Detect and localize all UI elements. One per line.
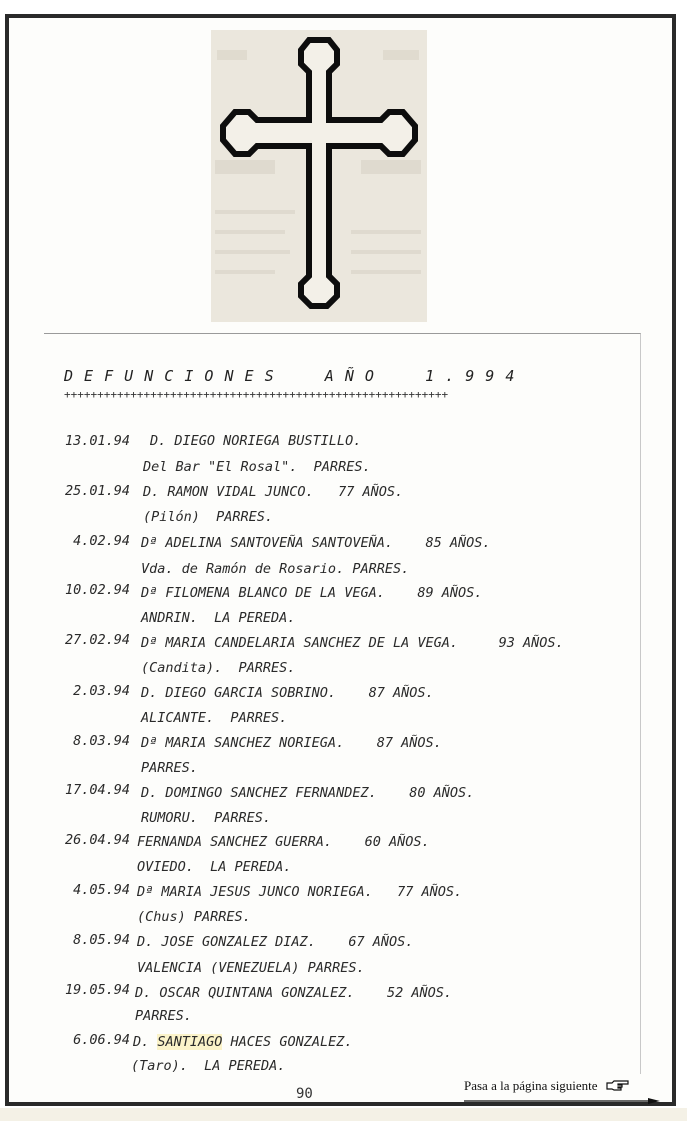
entry-name: FERNANDA SANCHEZ GUERRA. 60 AÑOS. — [137, 834, 430, 850]
entry-detail: Del Bar "El Rosal". PARRES. — [143, 459, 371, 475]
entry-detail: (Taro). LA PEREDA. — [131, 1058, 286, 1074]
entry-detail: ANDRIN. LA PEREDA. — [141, 610, 296, 626]
entry-name: D. JOSE GONZALEZ DIAZ. 67 AÑOS. — [137, 934, 414, 950]
entry-name: D. DIEGO GARCIA SOBRINO. 87 AÑOS. — [141, 685, 434, 701]
entry-date: 26.04.94 — [64, 832, 130, 848]
entry-name: Dª MARIA SANCHEZ NORIEGA. 87 AÑOS. — [141, 735, 442, 751]
entry-name: D. DOMINGO SANCHEZ FERNANDEZ. 80 AÑOS. — [141, 785, 475, 801]
entry-date: 8.03.94 — [73, 733, 130, 749]
entry-date: 2.03.94 — [73, 683, 130, 699]
entry-detail: PARRES. — [141, 760, 198, 776]
title-rule: ++++++++++++++++++++++++++++++++++++++++++++++++++++++++++ — [64, 389, 449, 401]
paper-edge — [0, 1108, 687, 1121]
entry-name: D. RAMON VIDAL JUNCO. 77 AÑOS. — [143, 484, 404, 500]
next-page-label: Pasa a la página siguiente — [464, 1078, 598, 1093]
entry-date: 13.01.94 — [64, 433, 130, 449]
pointing-hand-icon — [606, 1080, 630, 1092]
entry-date: 19.05.94 — [64, 982, 130, 998]
entry-detail: (Pilón) PARRES. — [143, 509, 274, 525]
entry-name: Dª MARIA CANDELARIA SANCHEZ DE LA VEGA. 93 AÑOS. — [141, 635, 564, 651]
entry-detail: RUMORU. PARRES. — [141, 810, 272, 826]
entry-name: D. OSCAR QUINTANA GONZALEZ. 52 AÑOS. — [135, 985, 452, 1001]
page-number: 90 — [296, 1086, 313, 1102]
entry-date: 8.05.94 — [73, 932, 130, 948]
entry-date: 25.01.94 — [64, 483, 130, 499]
entry-date: 6.06.94 — [73, 1032, 130, 1048]
entry-date: 17.04.94 — [64, 782, 130, 798]
cross-illustration — [211, 30, 427, 322]
entry-name: Dª ADELINA SANTOVEÑA SANTOVEÑA. 85 AÑOS. — [141, 535, 491, 551]
cross-icon — [211, 30, 427, 322]
next-page-link[interactable] — [464, 1078, 630, 1094]
next-page-arrow — [464, 1098, 660, 1104]
entry-detail: VALENCIA (VENEZUELA) PARRES. — [137, 960, 365, 976]
entry-date: 27.02.94 — [64, 632, 130, 648]
entry-name-suffix: HACES GONZALEZ. — [222, 1034, 353, 1050]
entry-detail: PARRES. — [135, 1008, 192, 1024]
entry-detail: Vda. de Ramón de Rosario. PARRES. — [141, 561, 410, 577]
page-title: D E F U N C I O N E S A Ñ O 1 . 9 9 4 — [64, 367, 516, 385]
highlighted-name: SANTIAGO — [157, 1034, 223, 1050]
entry-name: Dª MARIA JESUS JUNCO NORIEGA. 77 AÑOS. — [137, 884, 463, 900]
entry-name — [133, 1034, 352, 1050]
entry-detail: (Candita). PARRES. — [141, 660, 296, 676]
entry-detail: OVIEDO. LA PEREDA. — [137, 859, 292, 875]
entry-name: D. DIEGO NORIEGA BUSTILLO. — [150, 433, 362, 449]
entry-name-prefix: D. — [133, 1034, 158, 1050]
entry-date: 4.02.94 — [73, 533, 130, 549]
entry-date: 10.02.94 — [64, 582, 130, 598]
entry-detail: ALICANTE. PARRES. — [141, 710, 288, 726]
entry-name: Dª FILOMENA BLANCO DE LA VEGA. 89 AÑOS. — [141, 585, 483, 601]
entry-date: 4.05.94 — [73, 882, 130, 898]
entry-detail: (Chus) PARRES. — [137, 909, 251, 925]
